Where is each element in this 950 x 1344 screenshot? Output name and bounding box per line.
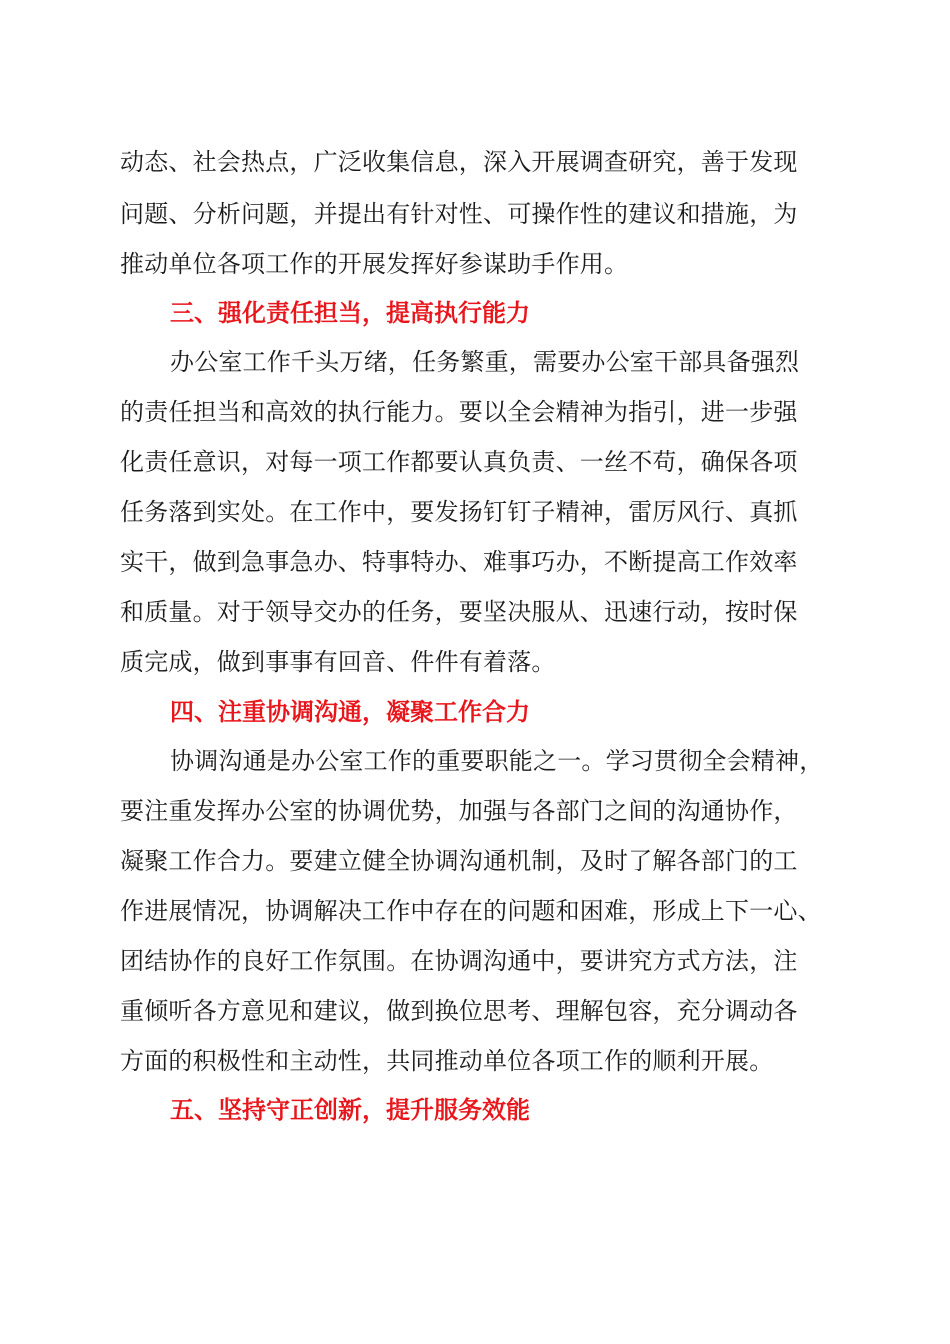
paragraph-line: 动态、社会热点，广泛收集信息，深入开展调查研究，善于发现 bbox=[120, 148, 798, 176]
paragraph-line: 作进展情况，协调解决工作中存在的问题和困难，形成上下一心、 bbox=[120, 897, 822, 925]
section-heading: 四、注重协调沟通，凝聚工作合力 bbox=[170, 698, 530, 726]
paragraph-line: 凝聚工作合力。要建立健全协调沟通机制，及时了解各部门的工 bbox=[120, 847, 798, 875]
section-heading: 三、强化责任担当，提高执行能力 bbox=[170, 299, 530, 327]
paragraph-line: 化责任意识，对每一项工作都要认真负责、一丝不苟，确保各项 bbox=[120, 448, 798, 476]
paragraph-line: 重倾听各方意见和建议，做到换位思考、理解包容，充分调动各 bbox=[120, 997, 798, 1025]
paragraph-line: 要注重发挥办公室的协调优势，加强与各部门之间的沟通协作， bbox=[120, 797, 798, 825]
section-heading: 五、坚持守正创新，提升服务效能 bbox=[170, 1096, 530, 1124]
paragraph-line: 推动单位各项工作的开展发挥好参谋助手作用。 bbox=[120, 250, 629, 278]
paragraph-line: 质完成，做到事事有回音、件件有着落。 bbox=[120, 648, 556, 676]
paragraph-line: 办公室工作千头万绪，任务繁重，需要办公室干部具备强烈 bbox=[170, 348, 800, 376]
paragraph-line: 和质量。对于领导交办的任务，要坚决服从、迅速行动，按时保 bbox=[120, 598, 798, 626]
paragraph-line: 问题、分析问题，并提出有针对性、可操作性的建议和措施，为 bbox=[120, 200, 798, 228]
paragraph-line: 的责任担当和高效的执行能力。要以全会精神为指引，进一步强 bbox=[120, 398, 798, 426]
paragraph-line: 任务落到实处。在工作中，要发扬钉钉子精神，雷厉风行、真抓 bbox=[120, 498, 798, 526]
paragraph-line: 协调沟通是办公室工作的重要职能之一。学习贯彻全会精神， bbox=[170, 747, 824, 775]
paragraph-line: 团结协作的良好工作氛围。在协调沟通中，要讲究方式方法，注 bbox=[120, 947, 798, 975]
paragraph-line: 方面的积极性和主动性，共同推动单位各项工作的顺利开展。 bbox=[120, 1047, 774, 1075]
paragraph-line: 实干，做到急事急办、特事特办、难事巧办，不断提高工作效率 bbox=[120, 548, 798, 576]
